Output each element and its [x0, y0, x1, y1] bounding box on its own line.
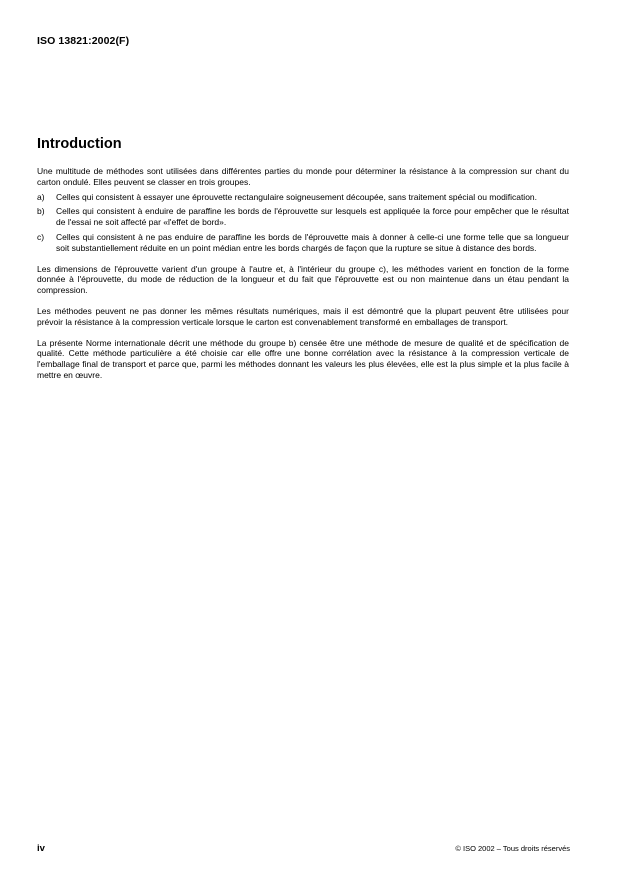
document-body: [37, 166, 569, 391]
body-paragraph: Les méthodes peuvent ne pas donner les mêmes résultats numériques, mais il est démontré que la plupart peuvent être utilisées pour prévoir la résistance à la compression verticale lorsque le carton est convenablement transformé en emballages de transport.: [37, 305, 569, 327]
section-title: Introduction: [37, 136, 122, 152]
list-item: [37, 192, 569, 203]
method-group-list: [37, 192, 569, 254]
intro-paragraph: Une multitude de méthodes sont utilisées dans différentes parties du monde pour déterminer la résistance à la compression sur chant du carton ondulé. Elles peuvent se classer en trois groupes.: [37, 166, 569, 187]
copyright-notice: © ISO 2002 – Tous droits réservés: [455, 844, 570, 853]
list-item-marker: b): [37, 206, 45, 217]
body-paragraph: Les dimensions de l'éprouvette varient d'un groupe à l'autre et, à l'intérieur du groupe c), les méthodes varient en fonction de la forme donnée à l'éprouvette, du mode de réduction de la longueur et du fait que l'éprouvette est ou non maintenue dans un étau pendant la compression.: [37, 263, 569, 296]
list-item-text: Celles qui consistent à enduire de paraffine les bords de l'éprouvette sur lesquels est appliquée la force pour empêcher que le résultat de l'essai ne soit affecté par «l'effet de bord».: [56, 206, 569, 228]
document-id: ISO 13821:2002(F): [37, 35, 130, 47]
list-item: [37, 206, 569, 228]
body-paragraph: La présente Norme internationale décrit une méthode du groupe b) censée être une méthode de mesure de qualité et de spécification de qualité. Cette méthode particulière a été choisie car elle offre une bonne corrélation avec la résistance à la compression verticale de l'emballage final de transport et parce que, parmi les méthodes donnant les valeurs les plus élevées, elle est la plus simple et la plus facile à mettre en œuvre.: [37, 337, 569, 380]
list-item: [37, 232, 569, 254]
list-item-marker: a): [37, 191, 45, 202]
list-item-text: Celles qui consistent à ne pas enduire de paraffine les bords de l'éprouvette mais à donner à celle-ci une forme telle que sa longueur soit substantiellement réduite en un point médian entre les bords chargés de façon que la rupture se situe à distance des bords.: [56, 231, 569, 253]
list-item-text: Celles qui consistent à essayer une éprouvette rectangulaire soigneusement découpée, sans traitement spécial ou modification.: [56, 191, 538, 202]
list-item-marker: c): [37, 231, 45, 242]
page-number: iv: [37, 843, 45, 854]
